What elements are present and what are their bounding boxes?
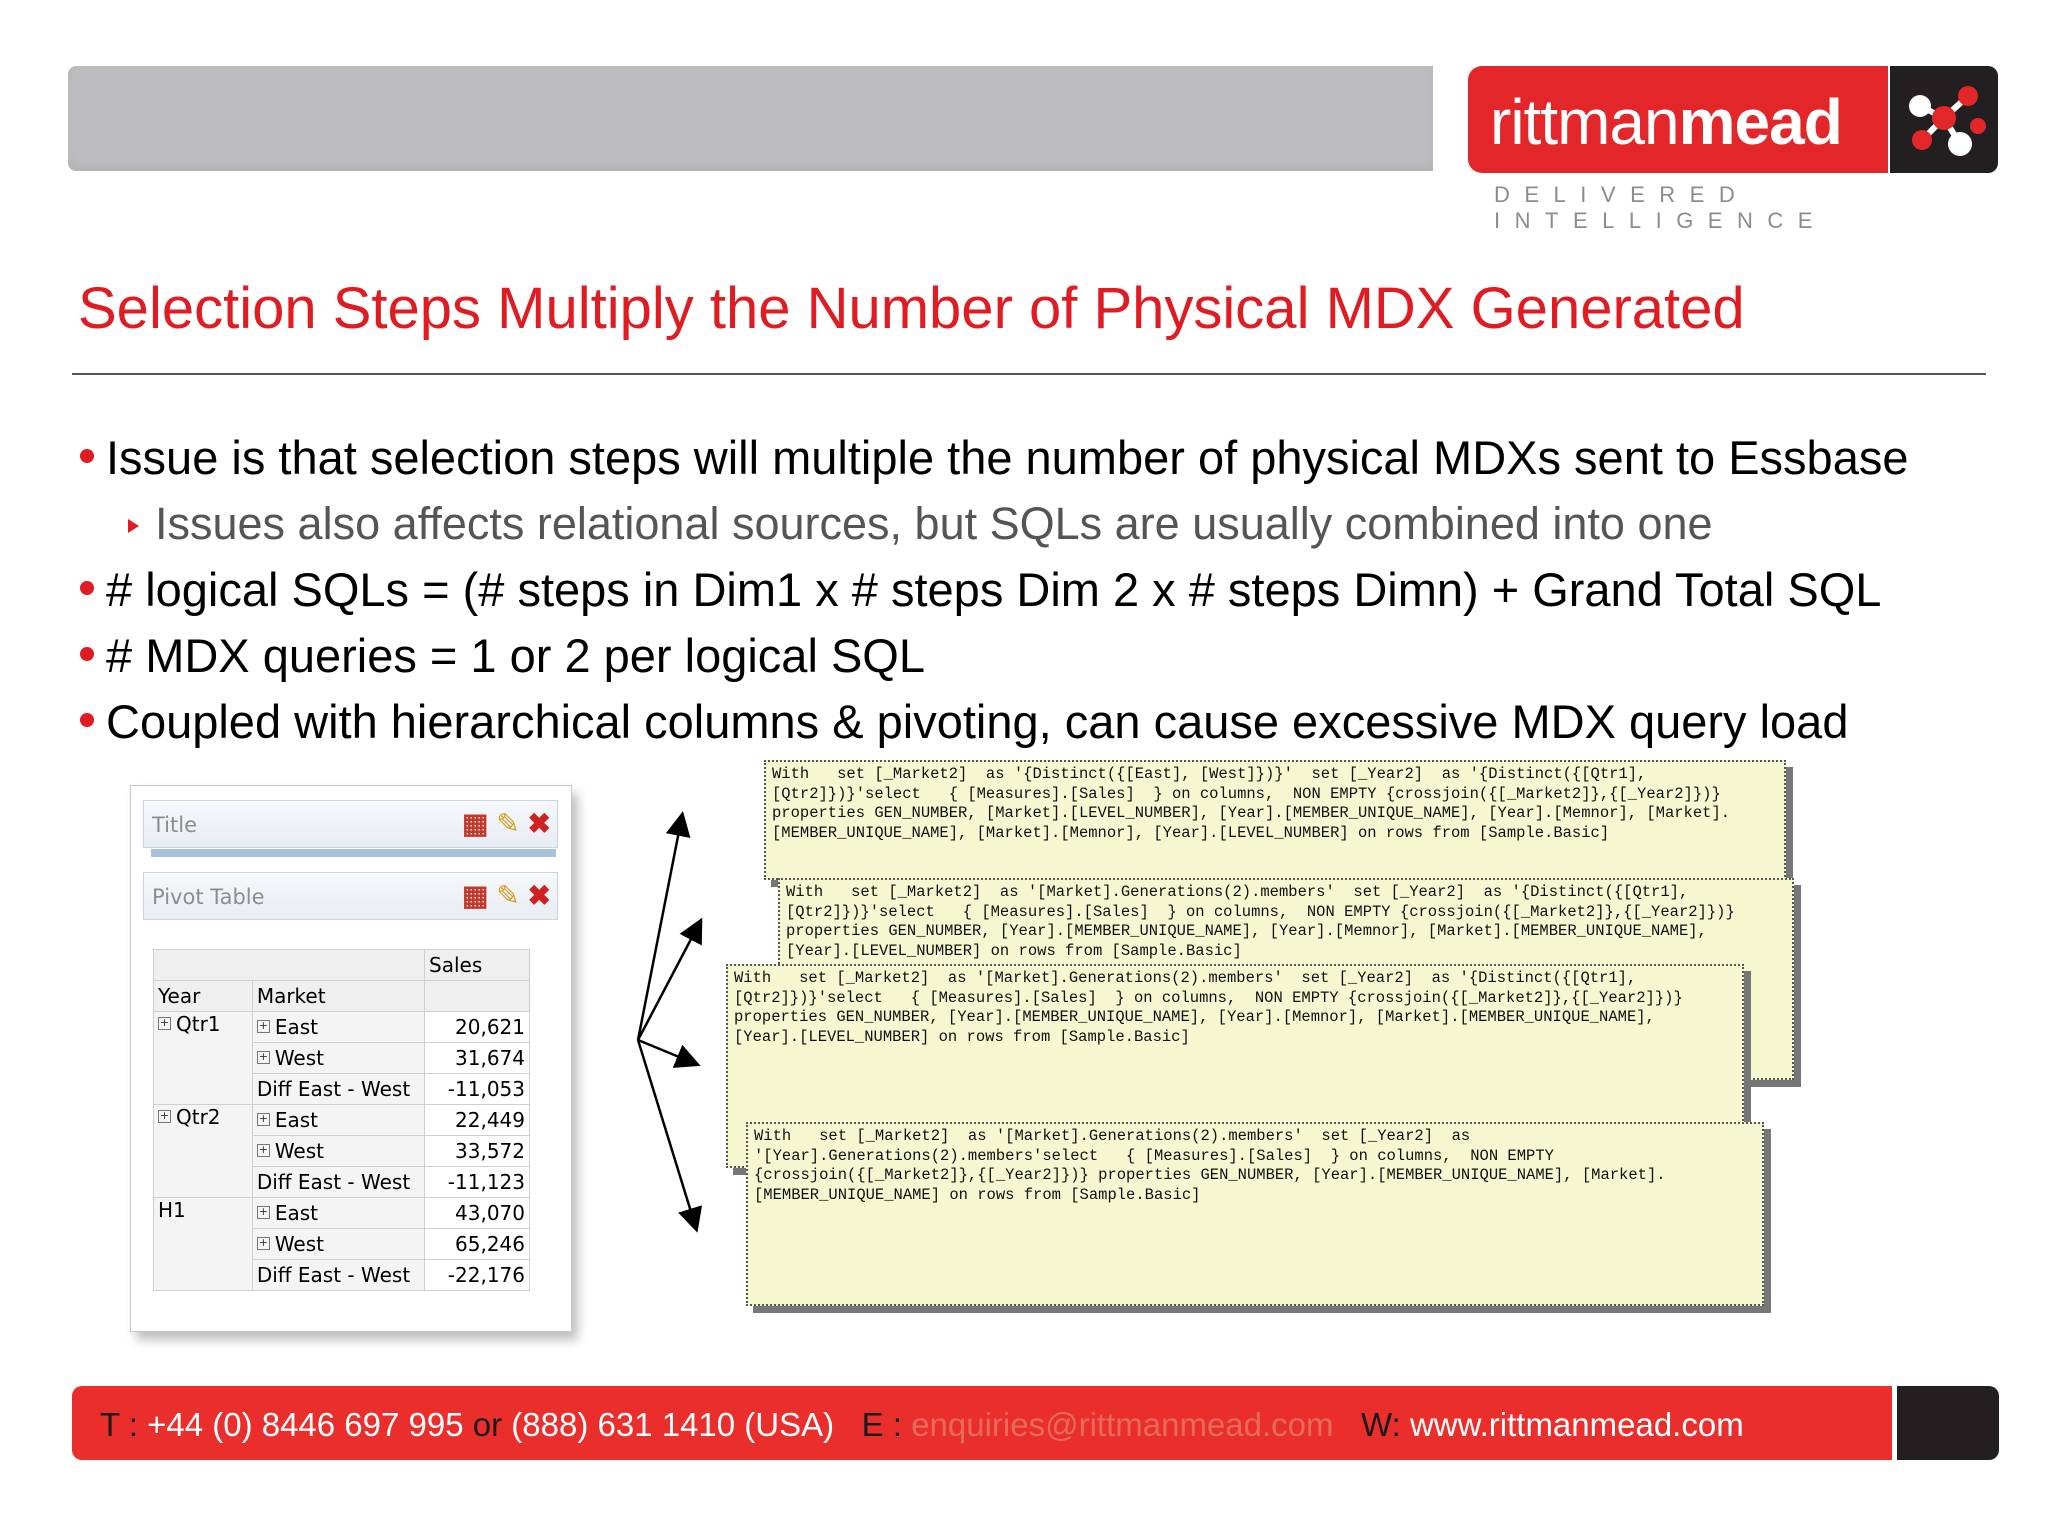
title-view-bar xyxy=(143,800,558,848)
sales-cell: -11,053 xyxy=(425,1074,530,1105)
title-divider xyxy=(72,373,1986,375)
expand-icon[interactable]: + xyxy=(258,1205,268,1218)
bullet-3-text: # MDX queries = 1 or 2 per logical SQL xyxy=(106,629,925,682)
mdx-query-box: With set [_Market2] as '{Distinct({[East], [West]})}' set [_Year2] as '{Distinct({[Qtr1], [Qtr2]})}'select { [Measures].[Sales] } on columns, NON EMPTY {crossjoin({[_Market2]},{[_Year2]})} properties GEN_NUMBER, [Market].[LEVEL_NUMBER], [Year].[MEMBER_UNIQUE_NAME], [Year].[Memnor], [Market]. [MEMBER_UNIQUE_NAME], [Market].[Memnor], [Year].[LEVEL_NUMBER] on rows from [Sample.Basic] xyxy=(764,760,1786,880)
pivot-view-label: Pivot Table xyxy=(152,885,265,909)
mdx-query-box: With set [_Market2] as '[Market].Generations(2).members' set [_Year2] as '[Year].Generations(2).members'select { [Measures].[Sales] } on columns, NON EMPTY {crossjoin({[_Market2]},{[_Year2]})} properties GEN_NUMBER, [Year].[MEMBER_UNIQUE_NAME], [Market]. [MEMBER_UNIQUE_NAME] on rows from [Sample.Basic] xyxy=(746,1122,1764,1306)
logo-wordmark xyxy=(1490,82,1842,162)
bullet-dot-icon xyxy=(80,449,94,463)
logo-tagline: DELIVERED INTELLIGENCE xyxy=(1494,182,1827,233)
expand-icon[interactable]: + xyxy=(258,1143,268,1156)
footer-web-link[interactable]: www.rittmanmead.com xyxy=(1409,1406,1744,1443)
sales-cell: -11,123 xyxy=(425,1167,530,1198)
edit-pencil-icon[interactable]: ✎ xyxy=(496,808,520,839)
table-row xyxy=(154,1198,530,1229)
table-header-row xyxy=(154,981,530,1012)
footer-contact: T : +44 (0) 8446 697 995 or (888) 631 1410 (USA) E : enquiries@rittmanmead.com W: www.rittmanmead.com xyxy=(100,1406,1744,1443)
expand-icon[interactable]: + xyxy=(258,1236,268,1249)
bullet-4 xyxy=(80,694,1848,750)
logo-bold-text: mead xyxy=(1678,86,1842,158)
year-cell[interactable]: + Qtr2 xyxy=(154,1105,253,1198)
bullet-2-text: # logical SQLs = (# steps in Dim1 x # steps Dim 2 x # steps Dimn) + Grand Total SQL xyxy=(106,563,1882,616)
table-row xyxy=(154,1105,530,1136)
bullet-dot-icon xyxy=(80,713,94,727)
mdx-query-box: With set [_Market2] as '[Market].Generations(2).members' set [_Year2] as '{Distinct({[Qtr1], [Qtr2]})}'select { [Measures].[Sales] } on columns, NON EMPTY {crossjoin({[_Market2]},{[_Year2]})} properties GEN_NUMBER, [Year].[MEMBER_UNIQUE_NAME], [Year].[Memnor], [Market].[MEMBER_UNIQUE_NAME], [Year].[LEVEL_NUMBER] on rows from [Sample.Basic] xyxy=(778,878,1794,1080)
expand-icon[interactable]: + xyxy=(258,1019,268,1032)
year-cell: H1 xyxy=(154,1198,253,1291)
format-view-icon[interactable]: ▦ xyxy=(462,880,489,911)
year-cell[interactable]: + Qtr1 xyxy=(154,1012,253,1105)
expand-icon[interactable]: + xyxy=(159,1109,170,1122)
market-cell[interactable]: + West xyxy=(252,1043,424,1074)
logo-light-text: rittman xyxy=(1490,86,1679,158)
col-header-market: Market xyxy=(252,981,424,1012)
fanout-arrows xyxy=(620,800,730,1240)
market-cell: Diff East - West xyxy=(252,1074,424,1105)
bullet-4-text: Coupled with hierarchical columns & pivoting, can cause excessive MDX query load xyxy=(106,695,1849,748)
table-row xyxy=(154,1012,530,1043)
bullet-dot-icon xyxy=(80,647,94,661)
sub-bullet-1-text: Issues also affects relational sources, but SQLs are usually combined into one xyxy=(155,498,1713,549)
market-cell[interactable]: + East xyxy=(252,1105,424,1136)
sales-cell: 65,246 xyxy=(425,1229,530,1260)
expand-icon[interactable]: + xyxy=(258,1050,268,1063)
bullet-arrow-icon xyxy=(128,519,139,533)
market-cell[interactable]: + East xyxy=(252,1198,424,1229)
sales-cell: 31,674 xyxy=(425,1043,530,1074)
sales-cell: 20,621 xyxy=(425,1012,530,1043)
logo-molecule-icon xyxy=(1890,66,1998,173)
footer-phone-us: (888) 631 1410 (USA) xyxy=(511,1406,835,1443)
bullet-1-text: Issue is that selection steps will multiple the number of physical MDXs sent to Essbase xyxy=(106,431,1909,484)
sales-cell: 22,449 xyxy=(425,1105,530,1136)
table-header-row xyxy=(154,950,530,981)
footer-black-block xyxy=(1897,1386,1999,1460)
title-view-label: Title xyxy=(152,813,198,837)
pivot-table xyxy=(153,949,530,1291)
delete-view-icon[interactable]: ✖ xyxy=(527,808,551,839)
sales-cell: 33,572 xyxy=(425,1136,530,1167)
bullet-1 xyxy=(80,430,1908,486)
header-bar xyxy=(68,66,1433,171)
expand-icon[interactable]: + xyxy=(258,1112,268,1125)
bullet-2 xyxy=(80,562,1881,618)
footer-phone-uk: +44 (0) 8446 697 995 xyxy=(147,1406,464,1443)
slide-title: Selection Steps Multiply the Number of Physical MDX Generated xyxy=(78,276,1745,341)
expand-icon[interactable]: + xyxy=(159,1016,170,1029)
format-view-icon[interactable]: ▦ xyxy=(462,808,489,839)
market-cell[interactable]: + East xyxy=(252,1012,424,1043)
sales-cell: -22,176 xyxy=(425,1260,530,1291)
footer-email-link[interactable]: enquiries@rittmanmead.com xyxy=(911,1406,1334,1443)
bullet-3 xyxy=(80,628,925,684)
market-cell: Diff East - West xyxy=(252,1167,424,1198)
delete-view-icon[interactable]: ✖ xyxy=(527,880,551,911)
sub-bullet-1 xyxy=(128,496,1713,552)
market-cell[interactable]: + West xyxy=(252,1136,424,1167)
col-header-sales: Sales xyxy=(425,950,530,981)
edit-pencil-icon[interactable]: ✎ xyxy=(496,880,520,911)
market-cell: Diff East - West xyxy=(252,1260,424,1291)
col-header-year: Year xyxy=(154,981,253,1012)
mdx-query-box: With set [_Market2] as '[Market].Generations(2).members' set [_Year2] as '{Distinct({[Qtr1], [Qtr2]})}'select { [Measures].[Sales] } on columns, NON EMPTY {crossjoin({[_Market2]},{[_Year2]})} properties GEN_NUMBER, [Year].[MEMBER_UNIQUE_NAME], [Year].[Memnor], [Market].[MEMBER_UNIQUE_NAME], [Year].[LEVEL_NUMBER] on rows from [Sample.Basic] xyxy=(726,964,1744,1168)
bullet-dot-icon xyxy=(80,581,94,595)
view-separator xyxy=(151,849,556,857)
pivot-view-bar xyxy=(143,872,558,920)
pivot-panel-screenshot xyxy=(130,785,572,1332)
sales-cell: 43,070 xyxy=(425,1198,530,1229)
market-cell[interactable]: + West xyxy=(252,1229,424,1260)
